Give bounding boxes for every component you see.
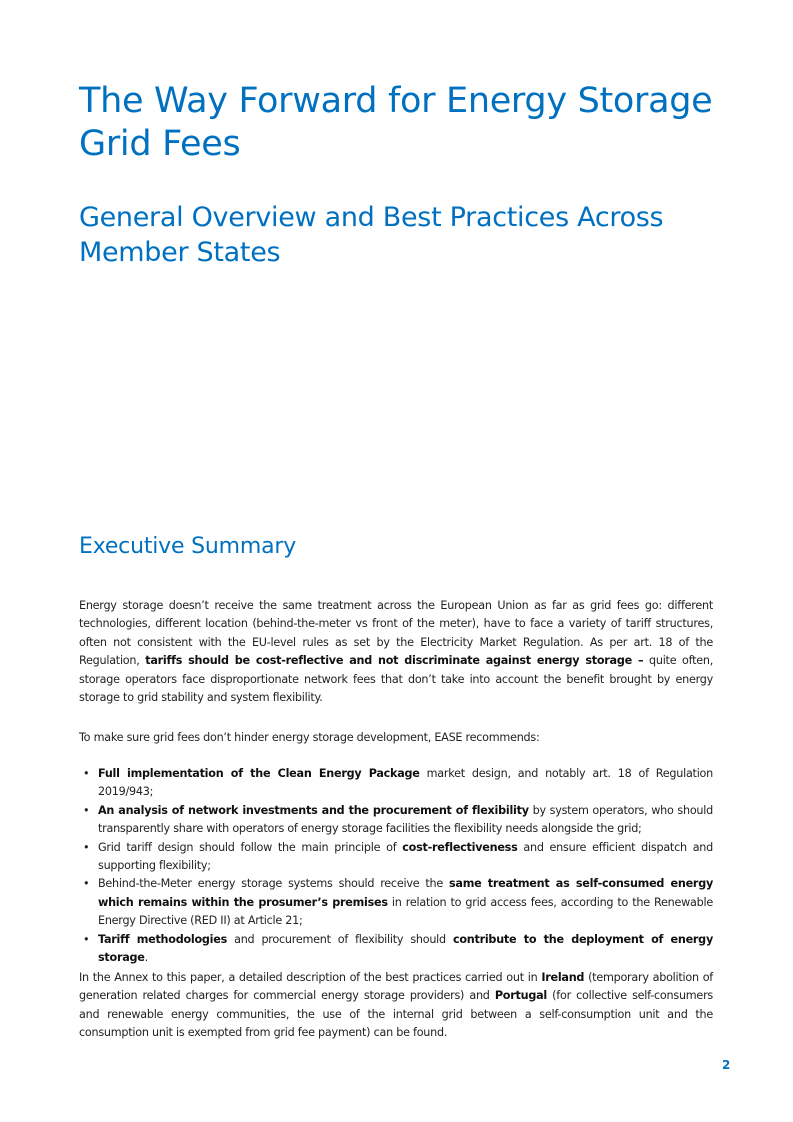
bullet-icon: • (83, 840, 90, 854)
document-title: The Way Forward for Energy Storage Grid Fees (79, 81, 713, 164)
bullet-icon: • (83, 877, 90, 891)
annex-text-3: (for collective self-consumers and renewable energy communities, the use of the internal grid between a self-consumption unit and the consumption unit is exempted from grid fee payment) can be found. (79, 989, 713, 1040)
recommendation-bold: Full implementation of the Clean Energy Package (98, 767, 420, 780)
recommendation-text: . (144, 951, 148, 965)
recommendation-text: Grid tariff design should follow the main principle of (98, 840, 403, 854)
recommendation-item (79, 931, 713, 968)
intro-text-2: quite often, storage operators face disproportionate network fees that don’t take into account the benefit brought by energy storage to grid stability and system flexibility. (79, 654, 714, 705)
recommendation-text: and ensure efficient dispatch and supporting flexibility; (98, 840, 713, 873)
bullet-icon: • (83, 803, 90, 817)
annex-paragraph (79, 969, 713, 1043)
recommendations-list (79, 765, 713, 967)
bullet-icon: • (83, 932, 90, 946)
bullet-icon: • (83, 767, 90, 780)
page-number: 2 (722, 1058, 731, 1072)
annex-bold-portugal: Portugal (494, 989, 547, 1003)
recommendation-bold: contribute to the deployment of energy storage (98, 932, 713, 965)
recommendation-bold: An analysis of network investments and the procurement of flexibility (98, 803, 529, 817)
recommendation-text: Behind-the-Meter energy storage systems should receive the (98, 877, 449, 891)
recommendation-text: market design, and notably art. 18 of Regulation 2019/943; (98, 767, 713, 799)
recommendation-item (79, 802, 713, 839)
recommendation-text: and procurement of flexibility should (227, 932, 453, 946)
recommendations-intro: To make sure grid fees don’t hinder energy storage development, EASE recommends: (79, 731, 540, 744)
recommendation-item (79, 839, 713, 876)
intro-text-1: Energy storage doesn’t receive the same treatment across the European Union as far as grid fees go: different technologies, different location (behind-the-meter vs front of the meter), have to face a variety of tariff structures, often not consistent with the EU-level rules as set by the Electricity Market Regulation. As per art. 18 of the Regulation, (79, 599, 713, 668)
intro-paragraph (79, 597, 713, 707)
recommendation-bold: cost-reflectiveness (402, 840, 518, 854)
annex-text-2: (temporary abolition of generation related charges for commercial energy storage providers) and (79, 971, 713, 1003)
intro-bold-tariffs: tariffs should be cost-reflective and not discriminate against energy storage – (145, 654, 644, 668)
annex-bold-ireland: Ireland (541, 971, 585, 984)
recommendation-item (79, 875, 713, 930)
document-subtitle: General Overview and Best Practices Across Member States (79, 202, 664, 268)
annex-text-1: In the Annex to this paper, a detailed description of the best practices carried out in (79, 971, 542, 984)
recommendation-bold: Tariff methodologies (98, 932, 228, 946)
recommendation-text: in relation to grid access fees, according to the Renewable Energy Directive (RED II) at Article 21; (98, 895, 713, 928)
section-heading-executive-summary: Executive Summary (79, 534, 297, 559)
recommendation-text: by system operators, who should transparently share with operators of energy storage facilities the flexibility needs alongside the grid; (98, 803, 713, 836)
recommendation-item (79, 765, 713, 802)
recommendation-bold: same treatment as self-consumed energy which remains within the prosumer’s premises (98, 877, 713, 909)
